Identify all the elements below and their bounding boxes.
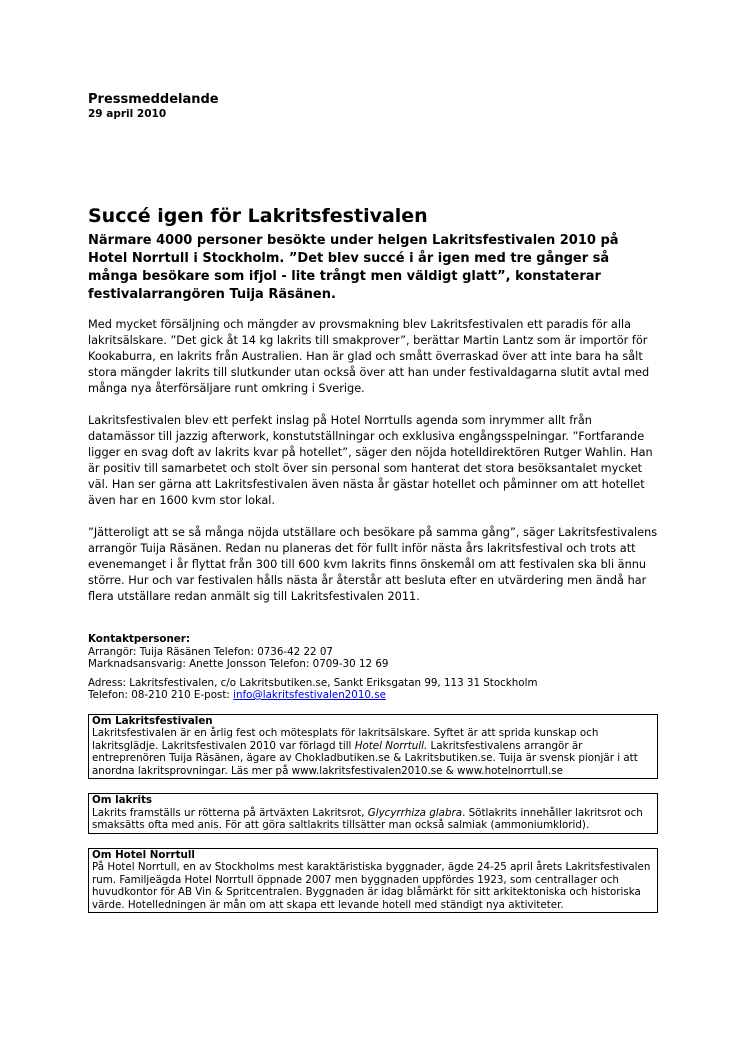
contact-address: Adress: Lakritsfestivalen, c/o Lakritsbutiken.se, Sankt Eriksgatan 99, 113 31 Stockholm [88,676,538,689]
contact-marketing: Marknadsansvarig: Anette Jonsson Telefon: 0709-30 12 69 [88,658,389,670]
about-festival-heading: Om Lakritsfestivalen [92,714,213,727]
body-paragraph-1: Med mycket försäljning och mängder av provsmakning blev Lakritsfestivalen ett paradis för alla lakritsälskare. ”Det gick åt 14 kg lakrits till smakprover”, berättar Martin Lantz som är importör för Kookaburra, en lakrits från Australien. Han är glad och smått överraskad över att inte bara ha sålt stora mängder lakrits till slutkunder utan också över att han under festivaldagarna slutit avtal med många nya återförsäljare runt omkring i Sverige. [88,318,650,395]
email-link[interactable]: info@lakritsfestivalen2010.se [233,689,386,701]
release-date: 29 april 2010 [88,108,167,120]
contact-phone: Telefon: 08-210 210 E-post: [88,689,234,701]
about-festival-text [92,727,654,777]
about-licorice-heading: Om lakrits [92,794,153,806]
body-paragraph-2: Lakritsfestivalen blev ett perfekt inslag på Hotel Norrtulls agenda som inrymmer allt från datamässor till jazzig afterwork, konstutställningar och exklusiva engångsspelningar. ”Fortfarande ligger en svag doft av lakrits kvar på hotellet”, säger den nöjda hotelldirektören Rutger Wahlin. Han är positiv till samarbetet och stolt över sin personal som hanterat det stora besöksantalet mycket väl. Han ser gärna att Lakritsfestivalen även nästa år gästar hotellet och påminner om att hotellet även har en 1600 kvm stor lokal. [88,414,653,507]
about-hotel-heading: Om Hotel Norrtull [92,848,195,861]
about-licorice-text-1: Lakrits framställs ur rötterna på ärtväxten Lakritsrot, [92,806,368,819]
about-licorice-text [92,807,654,832]
about-licorice-text-2: . Sötlakrits innehåller lakritsrot och smaksätts ofta med anis. För att göra saltlakrits tillsätter man också salmiak (ammoniumklorid). [92,806,643,831]
about-festival-text-2: Lakritsfestivalens arrangör är entreprenören Tuija Räsänen, ägare av Chokladbutiken.se & Lakritsbutiken.se. Tuija är svensk pionjär i att anordna lakritsprovningar. Läs mer på www.lakritsfestivalen2010.se & www.hotelnorrtull.se [92,739,638,777]
about-hotel-text: På Hotel Norrtull, en av Stockholms mest karaktäristiska byggnader, ägde 24-25 april årets Lakritsfestivalen rum. Familjeägda Hotel Norrtull öppnade 2007 men byggnaden uppfördes 1923, som centrallager och huvudkontor för AB Vin & Spritcentralen. Byggnaden är idag blåmärkt för sitt arkitektoniska och historiska värde. Hotelledningen är mån om att skapa ett levande hotell med ständigt nya aktiviteter. [92,861,651,911]
about-festival-text-1: Lakritsfestivalen är en årlig fest och mötesplats för lakritsälskare. Syftet är att sprida kunskap och lakritsglädje. Lakritsfestivalen 2010 var förlagd till [92,727,599,752]
contact-section [88,633,660,702]
lead-paragraph: Närmare 4000 personer besökte under helgen Lakritsfestivalen 2010 på Hotel Norrtull i Stockholm. ”Det blev succé i år igen med tre gånger så många besökare som ifjol - lite trångt men väldigt glatt”, konstaterar festivalarrangören Tuija Räsänen. [88,233,619,302]
about-festival-text-italic: Hotel Norrtull. [354,739,428,752]
about-licorice-box [88,793,658,834]
document-type-label: Pressmeddelande [88,92,219,107]
press-release-page [88,92,660,913]
body-paragraph-3: ”Jätteroligt att se så många nöjda utställare och besökare på samma gång”, säger Lakritsfestivalens arrangör Tuija Räsänen. Redan nu planeras det för fullt inför nästa års lakritsfestival och trots att evenemanget i år flyttat från 300 till 600 kvm lakrits finns önskemål om att festivalen ska bli ännu större. Hur och var festivalen hålls nästa år återstår att besluta efter en utvärdering men ändå har flera utställare redan anmält sig till Lakritsfestivalen 2011. [88,526,658,603]
about-hotel-box [88,848,658,914]
about-licorice-text-italic: Glycyrrhiza glabra [367,806,463,819]
about-festival-box [88,714,658,780]
contact-organizer: Arrangör: Tuija Räsänen Telefon: 0736-42 22 07 [88,645,333,658]
contact-heading: Kontaktpersoner: [88,633,190,645]
headline: Succé igen för Lakritsfestivalen [88,205,428,227]
contact-phone-email [88,689,660,702]
